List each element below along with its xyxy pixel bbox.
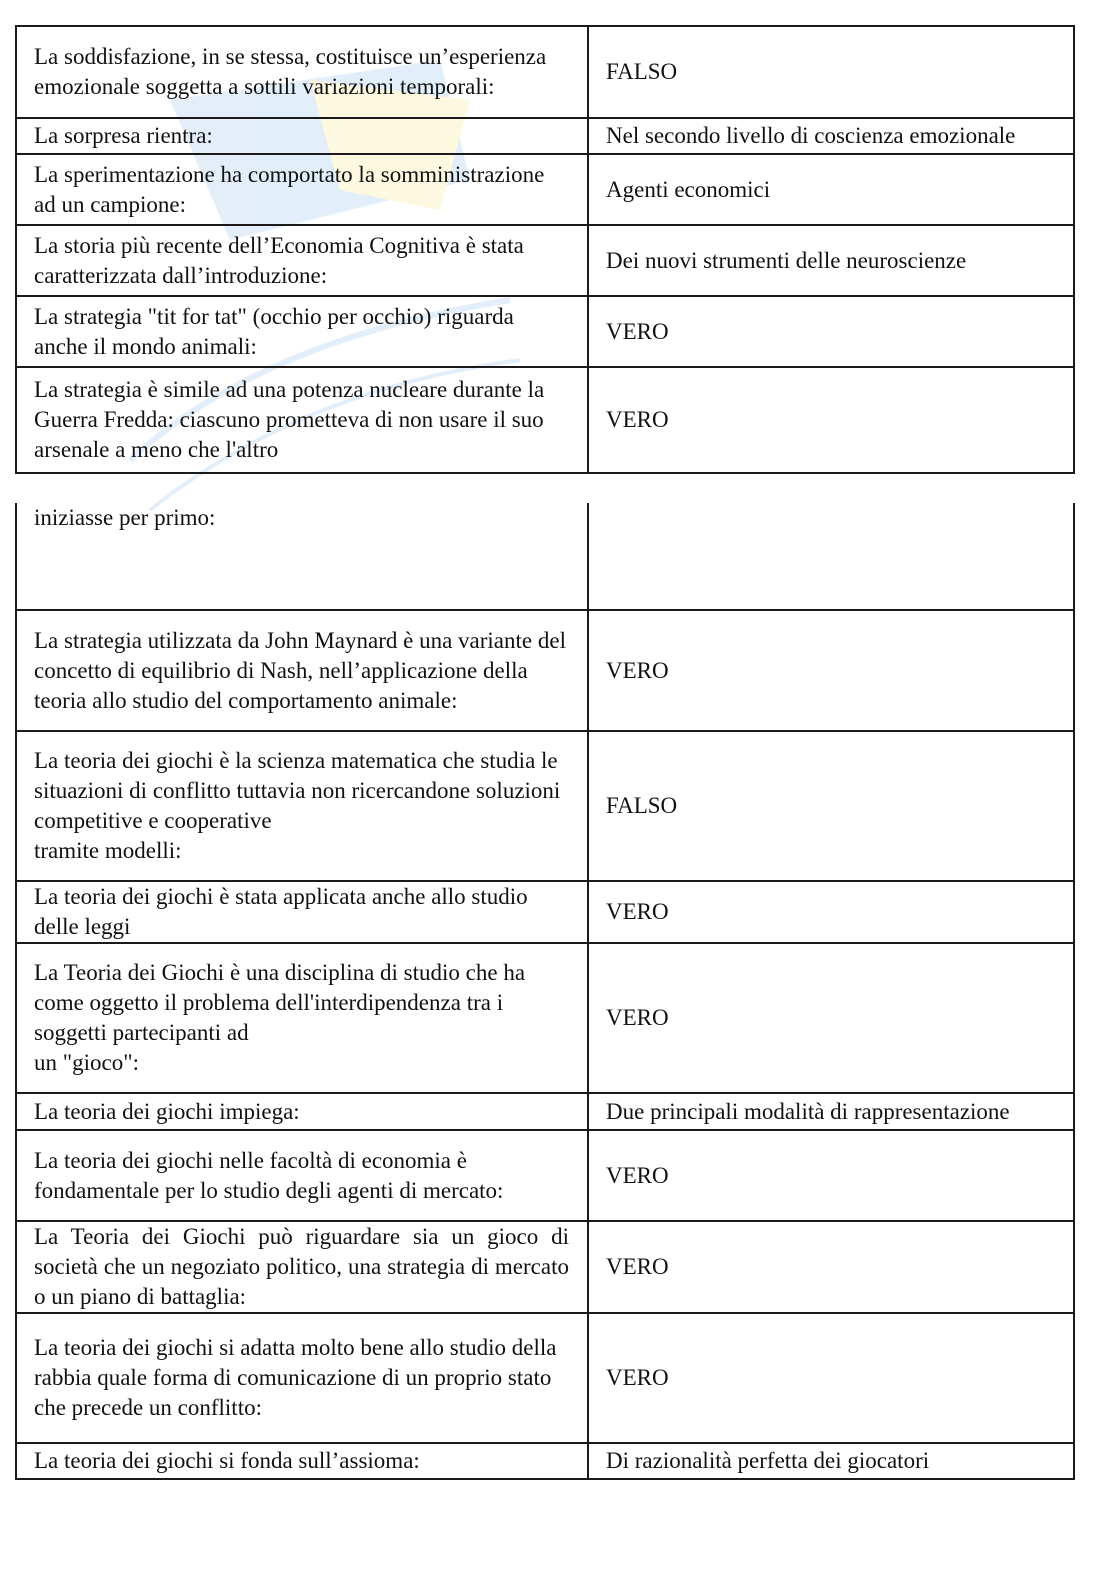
answer-cell: Di razionalità perfetta dei giocatori [588, 1443, 1074, 1479]
table-row [16, 1221, 1074, 1313]
question-cell: iniziasse per primo: [16, 503, 588, 610]
answer-cell: VERO [588, 881, 1074, 943]
answer-cell [588, 503, 1074, 610]
table-row [16, 1093, 1074, 1130]
question-cell: La Teoria dei Giochi è una disciplina di studio che ha come oggetto il problema dell'interdipendenza tra i soggetti partecipanti ad un "gioco": [16, 943, 588, 1093]
question-cell: La soddisfazione, in se stessa, costituisce un’esperienza emozionale soggetta a sottili variazioni temporali: [16, 26, 588, 118]
answer-cell: VERO [588, 943, 1074, 1093]
answer-cell: FALSO [588, 26, 1074, 118]
question-cell: La teoria dei giochi impiega: [16, 1093, 588, 1130]
qa-table-part2 [15, 503, 1075, 1480]
table-row [16, 1443, 1074, 1479]
question-cell: La teoria dei giochi nelle facoltà di economia è fondamentale per lo studio degli agenti di mercato: [16, 1130, 588, 1221]
answer-cell: Nel secondo livello di coscienza emozionale [588, 118, 1074, 154]
question-cell: La teoria dei giochi si adatta molto bene allo studio della rabbia quale forma di comunicazione di un proprio stato che precede un conflitto: [16, 1313, 588, 1443]
table-row [16, 1130, 1074, 1221]
question-cell: La sperimentazione ha comportato la somministrazione ad un campione: [16, 154, 588, 225]
answer-cell: Dei nuovi strumenti delle neuroscienze [588, 225, 1074, 296]
answer-cell: Due principali modalità di rappresentazione [588, 1093, 1074, 1130]
answer-cell: FALSO [588, 731, 1074, 881]
table-row [16, 610, 1074, 731]
question-cell: La strategia utilizzata da John Maynard è una variante del concetto di equilibrio di Nash, nell’applicazione della teoria allo studio del comportamento animale: [16, 610, 588, 731]
answer-cell: VERO [588, 296, 1074, 367]
question-cell: La strategia è simile ad una potenza nucleare durante la Guerra Fredda: ciascuno prometteva di non usare il suo arsenale a meno che l'altro [16, 367, 588, 473]
qa-table-part1 [15, 25, 1075, 474]
table-row [16, 731, 1074, 881]
question-cell: La teoria dei giochi si fonda sull’assioma: [16, 1443, 588, 1479]
table-row [16, 296, 1074, 367]
table-row [16, 503, 1074, 610]
question-cell: La Teoria dei Giochi può riguardare sia un gioco di società che un negoziato politico, una strategia di mercato o un piano di battaglia: [16, 1221, 588, 1313]
question-cell: La teoria dei giochi è la scienza matematica che studia le situazioni di conflitto tuttavia non ricercandone soluzioni competitive e cooperative tramite modelli: [16, 731, 588, 881]
table-row [16, 943, 1074, 1093]
answer-cell: VERO [588, 1130, 1074, 1221]
answer-cell: VERO [588, 1221, 1074, 1313]
table-row [16, 118, 1074, 154]
answer-cell: VERO [588, 367, 1074, 473]
question-cell: La strategia "tit for tat" (occhio per occhio) riguarda anche il mondo animali: [16, 296, 588, 367]
question-cell: La teoria dei giochi è stata applicata anche allo studio delle leggi [16, 881, 588, 943]
answer-cell: VERO [588, 1313, 1074, 1443]
question-cell: La storia più recente dell’Economia Cognitiva è stata caratterizzata dall’introduzione: [16, 225, 588, 296]
table-row [16, 225, 1074, 296]
table-row [16, 26, 1074, 118]
table-row [16, 154, 1074, 225]
question-cell: La sorpresa rientra: [16, 118, 588, 154]
answer-cell: VERO [588, 610, 1074, 731]
table-row [16, 1313, 1074, 1443]
table-row [16, 881, 1074, 943]
answer-cell: Agenti economici [588, 154, 1074, 225]
table-row [16, 367, 1074, 473]
